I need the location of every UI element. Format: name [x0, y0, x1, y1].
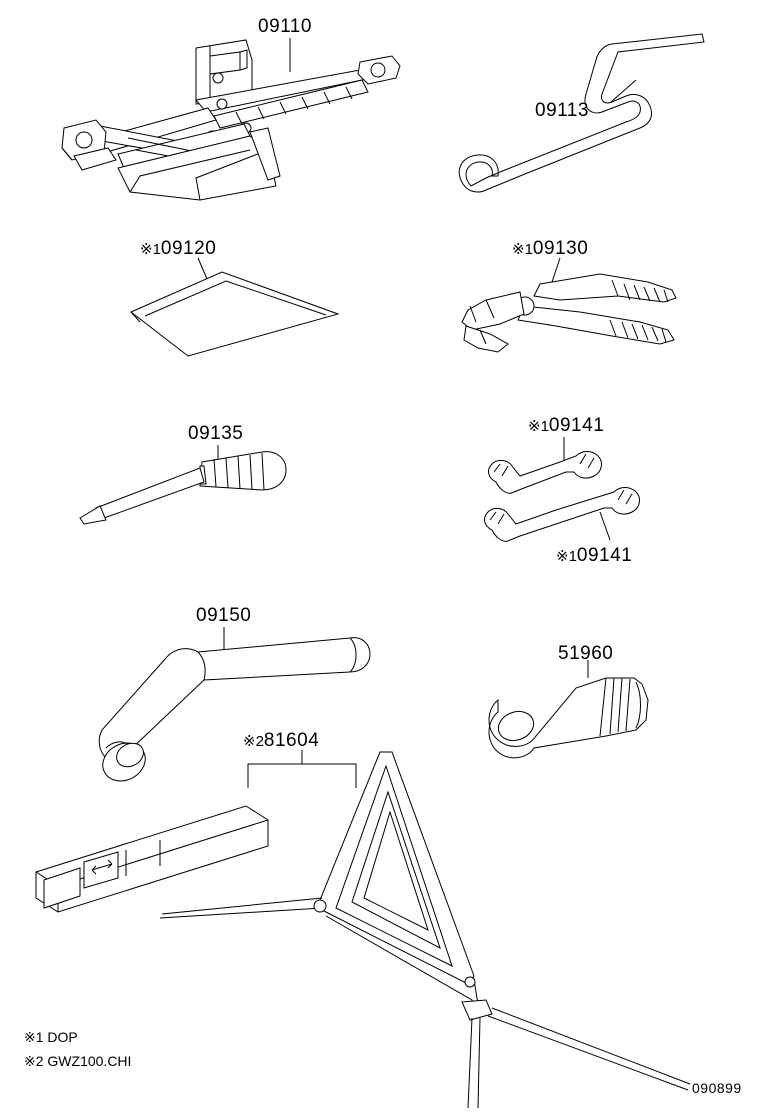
part-marker-09141-lower: ※1 [556, 547, 577, 565]
part-label-09120 [140, 238, 216, 260]
part-number-09150: 09150 [196, 605, 252, 626]
part-label-09113 [535, 100, 589, 122]
part-number-09141-upper: 09141 [548, 415, 605, 436]
figure-code: 090899 [692, 1080, 742, 1096]
part-label-09150 [196, 605, 251, 627]
part-label-09110 [258, 16, 312, 38]
part-number-51960: 51960 [558, 643, 614, 664]
part-number-09120: 09120 [160, 238, 217, 259]
wrench-set-illustration [485, 437, 640, 541]
towing-hook-illustration [489, 660, 648, 758]
part-number-81604: 81604 [263, 730, 320, 751]
part-label-51960 [558, 643, 613, 665]
part-number-09130: 09130 [532, 238, 589, 259]
footnote-2-text: GWZ100.CHI [47, 1053, 132, 1069]
part-marker-09120: ※1 [140, 240, 161, 258]
part-label-09141-upper [528, 415, 604, 437]
part-label-81604 [243, 730, 319, 752]
tool-bag-illustration [131, 258, 338, 356]
part-label-09141-lower [556, 545, 632, 567]
footnote-1-text: DOP [47, 1029, 78, 1045]
screwdriver-illustration [80, 445, 286, 524]
part-marker-81604: ※2 [243, 732, 264, 750]
warning-triangle-illustration [36, 750, 690, 1108]
footnote-2-marker: ※2 [24, 1053, 44, 1069]
part-label-09135 [188, 423, 243, 445]
part-number-09113: 09113 [535, 100, 589, 121]
part-number-09135: 09135 [188, 423, 244, 444]
part-number-09110: 09110 [258, 16, 312, 37]
part-label-09130 [512, 238, 588, 260]
part-marker-09130: ※1 [512, 240, 533, 258]
footnote-1-marker: ※1 [24, 1029, 44, 1045]
footnote-1 [24, 1029, 78, 1046]
footnote-2 [24, 1053, 131, 1070]
part-number-09141-lower: 09141 [576, 545, 633, 566]
part-marker-09141-upper: ※1 [528, 417, 549, 435]
pliers-illustration [462, 258, 676, 352]
jack-assembly-illustration [62, 38, 400, 200]
